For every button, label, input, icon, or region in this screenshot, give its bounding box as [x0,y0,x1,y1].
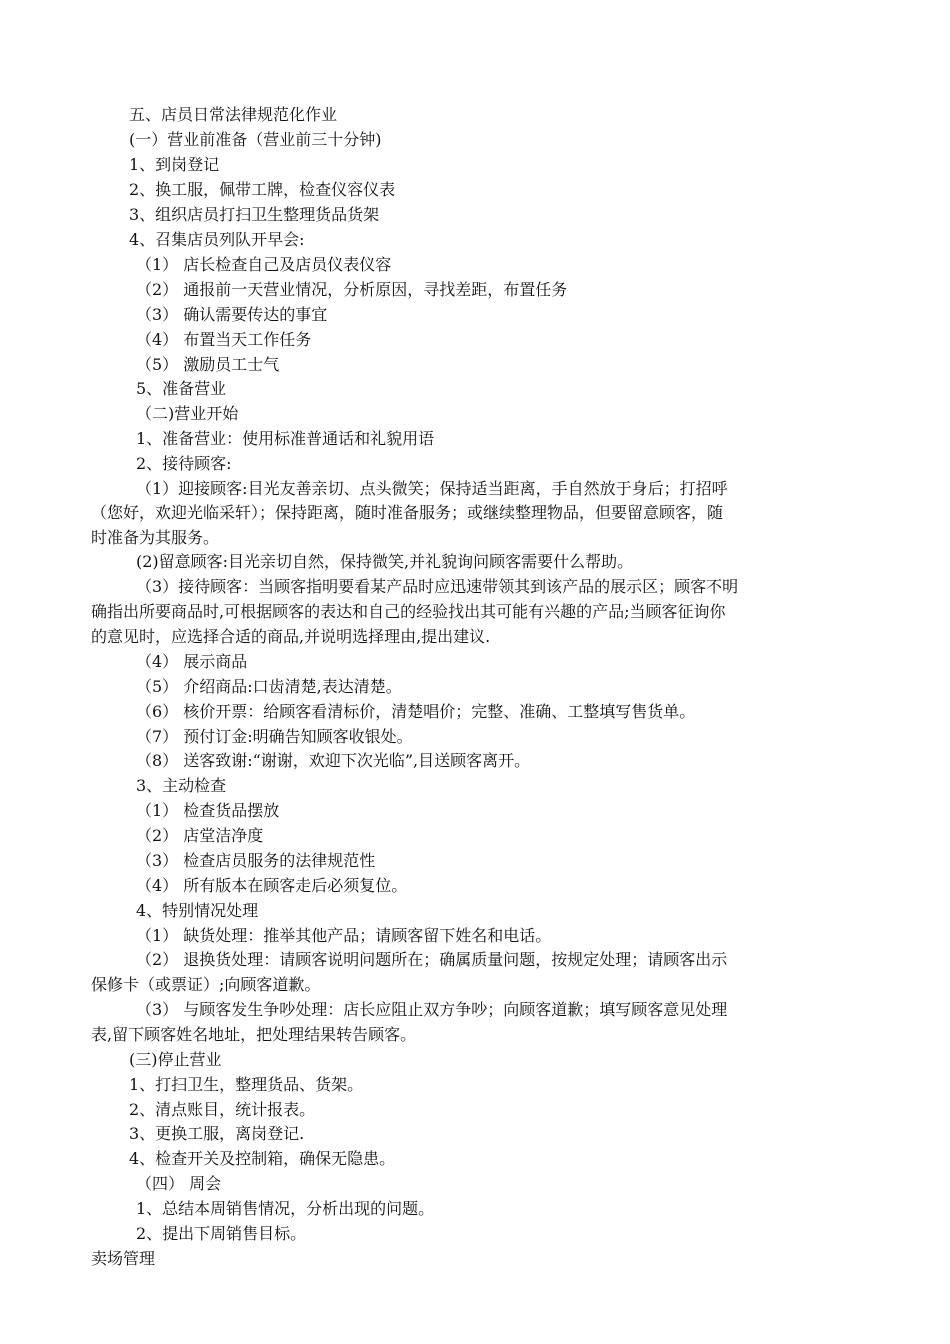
list-item: 3、更换工服，离岗登记. [129,1124,305,1143]
paragraph-line: 确指出所要商品时,可根据顾客的表达和自己的经验找出其可能有兴趣的产品;当顾客征询你 [91,602,726,621]
paragraph-line: 保修卡（或票证）;向顾客道歉。 [91,975,321,994]
paragraph-line: 时准备为其服务。 [91,528,220,547]
subsection-heading: (一）营业前准备（营业前三十分钟) [129,130,382,149]
list-item: （4） 所有版本在顾客走后必须复位。 [136,876,408,895]
list-item: 2、提出下周销售目标。 [136,1224,307,1243]
list-item: （1） 店长检查自己及店员仪表仪容 [136,255,392,274]
list-item: （5） 介绍商品:口齿清楚,表达清楚。 [136,677,402,696]
paragraph-line: （1）迎接顾客:目光友善亲切、点头微笑；保持适当距离，手自然放于身后；打招呼 [136,479,728,498]
section-heading: 五、店员日常法律规范化作业 [129,105,338,124]
section-heading: 卖场管理 [91,1249,156,1268]
list-item: 5、准备营业 [136,379,227,398]
paragraph-line: 表,留下顾客姓名地址，把处理结果转告顾客。 [91,1025,417,1044]
list-item: （8） 送客致谢:“谢谢，欢迎下次光临”,目送顾客离开。 [136,751,531,770]
list-item: 1、到岗登记 [129,155,220,174]
list-item: 4、召集店员列队开早会: [129,230,305,249]
list-item: （2） 店堂洁净度 [136,826,264,845]
list-item: 2、换工服，佩带工牌，检查仪容仪表 [129,180,396,199]
list-item: （1） 检查货品摆放 [136,801,280,820]
paragraph-line: （3） 与顾客发生争吵处理：店长应阻止双方争吵；向顾客道歉；填写顾客意见处理 [136,1000,728,1019]
list-item: 1、总结本周销售情况，分析出现的问题。 [136,1199,435,1218]
list-item: （7） 预付订金:明确告知顾客收银处。 [136,727,413,746]
paragraph-line: （您好，欢迎光临采轩）；保持距离，随时准备服务；或继续整理物品，但要留意顾客，随 [91,503,724,522]
list-item: （4） 展示商品 [136,652,248,671]
list-item: 3、组织店员打扫卫生整理货品货架 [129,205,380,224]
list-item: （4） 布置当天工作任务 [136,330,312,349]
paragraph-line: （2） 退换货处理：请顾客说明问题所在；确属质量问题，按规定处理；请顾客出示 [136,950,728,969]
list-item: （6） 核价开票：给顾客看清标价，清楚唱价；完整、准确、工整填写售货单。 [136,702,696,721]
list-item: （5） 激励员工士气 [136,355,280,374]
subsection-heading: （二)营业开始 [136,404,239,423]
list-item: 2、接待顾客: [136,454,232,473]
list-item: 2、清点账目，统计报表。 [129,1100,316,1119]
list-item: （2） 通报前一天营业情况，分析原因，寻找差距，布置任务 [136,280,568,299]
list-item: （1） 缺货处理：推举其他产品；请顾客留下姓名和电话。 [136,926,552,945]
list-item: 3、主动检查 [136,776,227,795]
list-item: （3） 检查店员服务的法律规范性 [136,851,376,870]
subsection-heading: (三)停止营业 [129,1050,222,1069]
list-item: 4、检查开关及控制箱，确保无隐患。 [129,1149,396,1168]
paragraph-line: (2)留意顾客:目光亲切自然，保持微笑,并礼貌询问顾客需要什么帮助。 [136,552,634,571]
paragraph-line: 的意见时，应选择合适的商品,并说明选择理由,提出建议. [91,627,491,646]
list-item: （3） 确认需要传达的事宜 [136,305,328,324]
list-item: 1、打扫卫生，整理货品、货架。 [129,1075,364,1094]
subsection-heading: （四） 周会 [136,1174,222,1193]
list-item: 1、准备营业：使用标准普通话和礼貌用语 [136,429,435,448]
paragraph-line: （3）接待顾客：当顾客指明要看某产品时应迅速带领其到该产品的展示区；顾客不明 [136,577,739,596]
list-item: 4、特别情况处理 [136,901,259,920]
